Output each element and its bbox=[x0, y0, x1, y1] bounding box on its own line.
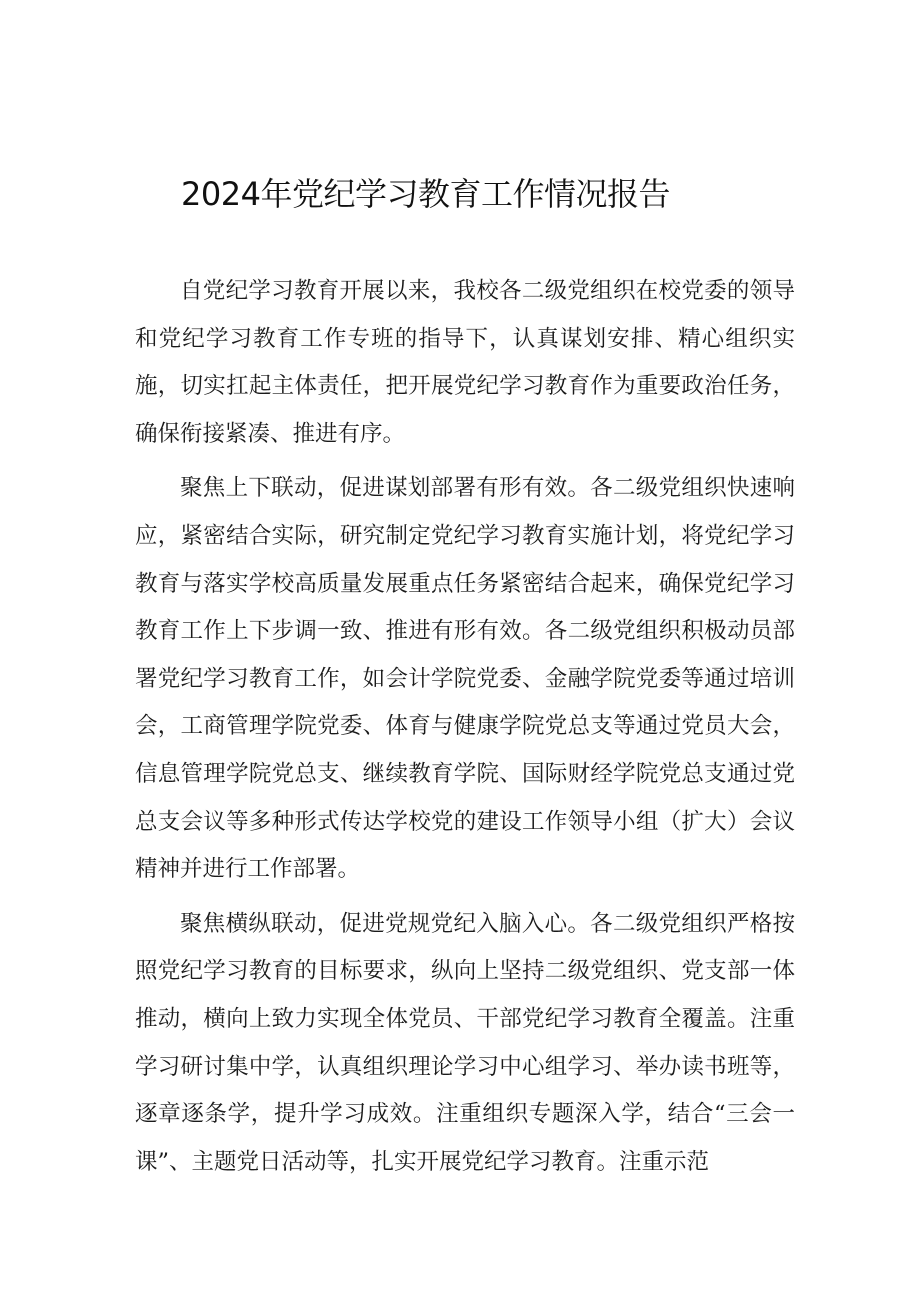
paragraph-vertical-linkage: 聚焦上下联动，促进谋划部署有形有效。各二级党组织快速响应，紧密结合实际，研究制定党纪学习教育实施计划，将党纪学习教育与落实学校高质量发展重点任务紧密结合起来，确保党纪学习教育工作上下步调一致、推进有形有效。各二级党组织积极动员部署党纪学习教育工作，如会计学院党委、金融学院党委等通过培训会，工商管理学院党委、体育与健康学院党总支等通过党员大会，信息管理学院党总支、继续教育学院、国际财经学院党总支通过党总支会议等多种形式传达学校党的建设工作领导小组（扩大）会议精神并进行工作部署。 bbox=[135, 475, 795, 883]
paragraph-horizontal-linkage: 聚焦横纵联动，促进党规党纪入脑入心。各二级党组织严格按照党纪学习教育的目标要求，纵向上坚持二级党组织、党支部一体推动，横向上致力实现全体党员、干部党纪学习教育全覆盖。注重学习研讨集中学，认真组织理论学习中心组学习、举办读书班等，逐章逐条学，提升学习成效。注重组织专题深入学，结合“三会一课”、主题党日活动等，扎实开展党纪学习教育。注重示范 bbox=[135, 910, 795, 1175]
paragraph-intro: 自党纪学习教育开展以来，我校各二级党组织在校党委的领导和党纪学习教育工作专班的指导下，认真谋划安排、精心组织实施，切实扛起主体责任，把开展党纪学习教育作为重要政治任务，确保衔接紧凑、推进有序。 bbox=[135, 278, 795, 447]
document-title: 2024年党纪学习教育工作情况报告 bbox=[181, 175, 670, 213]
document-body bbox=[135, 268, 795, 1193]
